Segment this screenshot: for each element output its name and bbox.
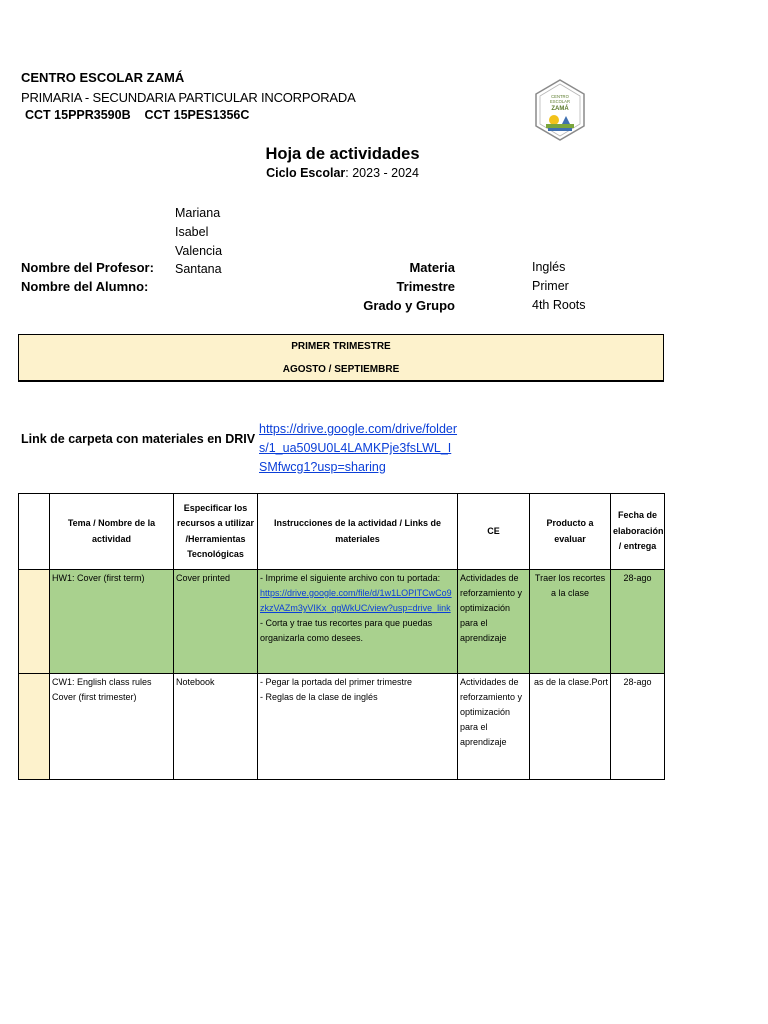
cell-instrucciones xyxy=(258,674,458,780)
header-fecha: Fecha de elaboración / entrega xyxy=(611,494,665,570)
table-header-row xyxy=(19,494,665,570)
school-logo xyxy=(532,78,588,142)
header-tema: Tema / Nombre de la actividad xyxy=(50,494,174,570)
header-ce: CE xyxy=(458,494,530,570)
cell-tema: CW1: English class rules Cover (first trimester) xyxy=(50,674,174,780)
cell-tema: HW1: Cover (first term) xyxy=(50,570,174,674)
school-levels: PRIMARIA - SECUNDARIA PARTICULAR INCORPORADA xyxy=(21,90,356,105)
producto-text: as de la clase.Port xyxy=(533,677,608,687)
teacher-name-line: Santana xyxy=(175,262,222,277)
instruction-text: - Pegar la portada del primer trimestre xyxy=(260,677,413,687)
table-row xyxy=(19,674,665,780)
cell-ce: Actividades de reforzamiento y optimización para el aprendizaje xyxy=(458,674,530,780)
svg-text:CENTRO: CENTRO xyxy=(551,94,569,99)
instruction-text: - Corta y trae tus recortes para que puedas organizarla como desees. xyxy=(260,618,433,643)
header-instrucciones: Instrucciones de la actividad / Links de materiales xyxy=(258,494,458,570)
table-row xyxy=(19,570,665,674)
teacher-name-line: Valencia xyxy=(175,243,223,258)
cycle-label: Ciclo Escolar xyxy=(266,166,346,180)
teacher-name xyxy=(175,204,222,279)
cell-fecha: 28-ago xyxy=(611,674,665,780)
group-label: Grado y Grupo xyxy=(363,298,455,313)
subject-label: Materia xyxy=(409,260,455,275)
school-name: CENTRO ESCOLAR ZAMÁ xyxy=(21,70,185,85)
row-gutter xyxy=(19,674,50,780)
header-recursos: Especificar los recursos a utilizar /Herramientas Tecnológicas xyxy=(174,494,258,570)
term-value: Primer xyxy=(532,279,569,293)
instruction-text: - Imprime el siguiente archivo con tu portada: xyxy=(260,573,441,583)
row-gutter xyxy=(19,570,50,674)
svg-text:ESCOLAR: ESCOLAR xyxy=(549,99,571,104)
cycle-value: : 2023 - 2024 xyxy=(345,166,419,180)
folder-link-label: Link de carpeta con materiales en DRIV xyxy=(21,432,256,446)
cell-instrucciones xyxy=(258,570,458,674)
cell-recursos: Notebook xyxy=(174,674,258,780)
subject-value: Inglés xyxy=(532,260,566,274)
term-banner-title: PRIMER TRIMESTRE xyxy=(291,341,391,352)
header-producto: Producto a evaluar xyxy=(530,494,611,570)
cell-ce: Actividades de reforzamiento y optimización para el aprendizaje xyxy=(458,570,530,674)
school-cct: CCT 15PPR3590B CCT 15PES1356C xyxy=(25,108,250,122)
cell-producto xyxy=(530,674,611,780)
teacher-name-line: Isabel xyxy=(175,224,209,239)
folder-link[interactable]: https://drive.google.com/drive/folders/1_ua509U0L4LAMKPje3fsLWL_ISMfwcg1?usp=sharing xyxy=(259,422,458,474)
activities-table xyxy=(18,493,665,780)
header-gutter xyxy=(19,494,50,570)
cell-fecha: 28-ago xyxy=(611,570,665,674)
school-cycle xyxy=(0,166,685,180)
cell-producto: Traer los recortes a la clase xyxy=(530,570,611,674)
group-value: 4th Roots xyxy=(532,298,586,312)
teacher-name-line: Mariana xyxy=(175,206,221,220)
svg-text:ZAMÁ: ZAMÁ xyxy=(551,106,569,112)
student-label: Nombre del Alumno: xyxy=(21,279,149,294)
term-banner-months: AGOSTO / SEPTIEMBRE xyxy=(282,364,400,375)
teacher-label: Nombre del Profesor: xyxy=(21,260,154,275)
cell-recursos: Cover printed xyxy=(174,570,258,674)
term-banner xyxy=(18,334,664,382)
page-title: Hoja de actividades xyxy=(265,145,420,163)
term-label: Trimestre xyxy=(396,279,455,294)
instruction-link[interactable]: https://drive.google.com/file/d/1w1LOPITCwCo9zkzVAZm3yVIKx_qgWkUC/view?usp=drive_link xyxy=(260,588,452,613)
instruction-text: - Reglas de la clase de inglés xyxy=(260,692,378,702)
